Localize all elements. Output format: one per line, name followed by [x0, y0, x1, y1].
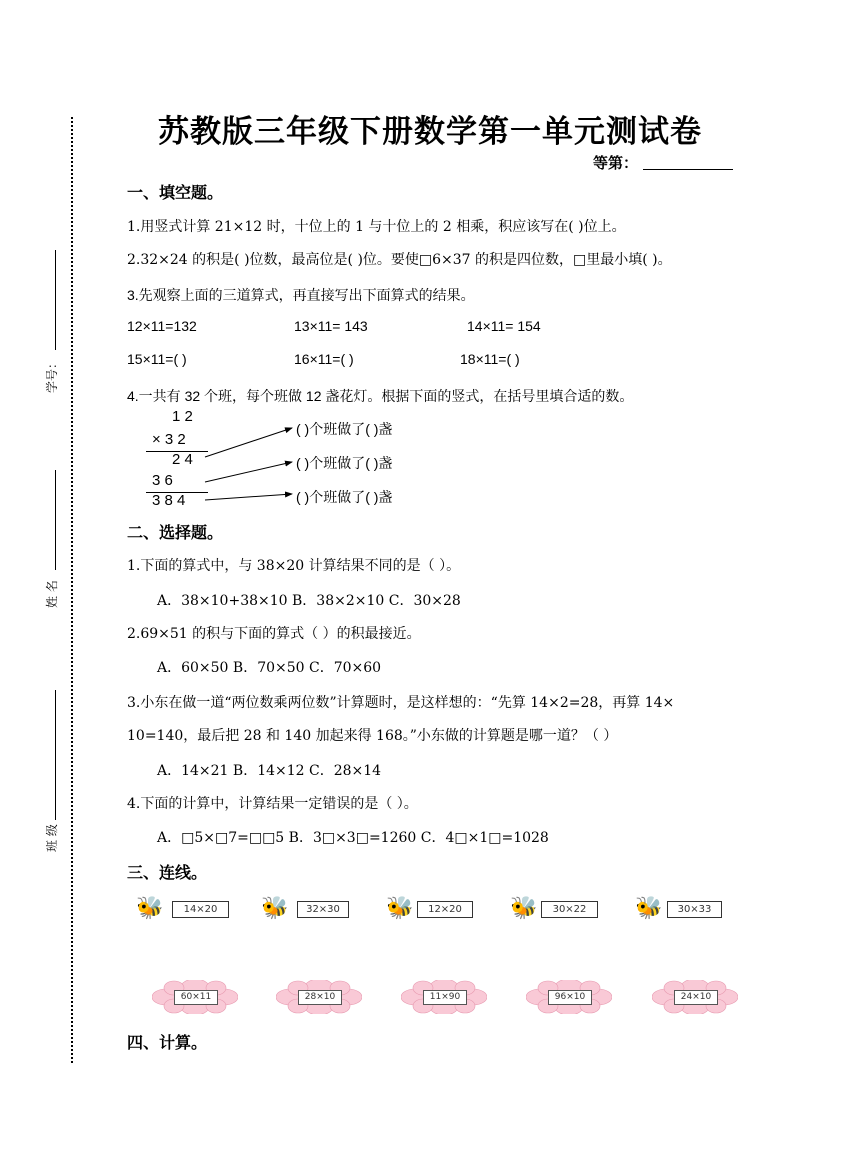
match-top-5[interactable]: 30×33 [667, 901, 722, 918]
bee-icon: 🐝 [386, 896, 414, 921]
student-no-line [55, 250, 56, 350]
grade-label: 等第： [593, 154, 639, 172]
flower-icon[interactable] [401, 980, 487, 1014]
answer-line-1: ( )个班做了( )盏 [296, 421, 393, 437]
flower-icon[interactable] [152, 980, 238, 1014]
choice-question-1: 1.下面的算式中，与 38×20 计算结果不同的是（ ）。 [127, 558, 461, 574]
name-line [55, 470, 56, 570]
answer-line-3: ( )个班做了( )盏 [296, 489, 393, 505]
section-fill-heading: 一、填空题。 [127, 183, 224, 202]
equation-18x11: 18×11=( ) [460, 351, 520, 367]
student-no-label: 学号： [45, 356, 59, 393]
page-title: 苏教版三年级下册数学第一单元测试卷 [158, 114, 702, 150]
binding-dotted-line [71, 117, 73, 1063]
match-bottom-5: 24×10 [674, 990, 718, 1005]
vertical-row-1: 1 2 [172, 408, 193, 425]
bee-icon: 🐝 [510, 896, 538, 921]
class-label: 班 级 [45, 824, 59, 852]
fill-question-1: 1.用竖式计算 21×12 时，十位上的 1 与十位上的 2 相乘，积应该写在( )位上。 [127, 219, 626, 235]
match-bottom-2: 28×10 [298, 990, 342, 1005]
choice-options-2: A．60×50 B．70×50 C．70×60 [157, 660, 382, 676]
bee-icon: 🐝 [635, 896, 663, 921]
section-calc-heading: 四、计算。 [127, 1033, 208, 1052]
equation-13x11: 13×11= 143 [294, 318, 368, 334]
vertical-row-5: 3 8 4 [152, 492, 186, 509]
choice-question-3-line-2: 10=140，最后把 28 和 140 加起来得 168。”小东做的计算题是哪一道？（ ） [127, 728, 618, 744]
choice-options-3: A．14×21 B．14×12 C．28×14 [157, 763, 382, 779]
choice-question-4: 4.下面的计算中，计算结果一定错误的是（ ）。 [127, 796, 418, 812]
flower-icon[interactable] [526, 980, 612, 1014]
name-label: 姓 名 [45, 580, 59, 608]
fill-question-2: 2.32×24 的积是( )位数，最高位是( )位。要使□6×37 的积是四位数，□里最小填( )。 [127, 252, 672, 268]
grade-blank [643, 169, 733, 170]
match-bottom-1: 60×11 [174, 990, 218, 1005]
match-bottom-4: 96×10 [548, 990, 592, 1005]
vertical-row-3: 2 4 [172, 451, 193, 468]
equation-12x11: 12×11=132 [127, 318, 197, 334]
bee-icon: 🐝 [136, 896, 164, 921]
equation-14x11: 14×11= 154 [467, 318, 541, 334]
bee-icon: 🐝 [261, 896, 289, 921]
match-bottom-3: 11×90 [423, 990, 467, 1005]
section-matching-heading: 三、连线。 [127, 863, 208, 882]
match-top-3[interactable]: 12×20 [417, 901, 473, 918]
answer-line-2: ( )个班做了( )盏 [296, 455, 393, 471]
equation-16x11: 16×11=( ) [294, 351, 354, 367]
fill-question-3: 3.先观察上面的三道算式，再直接写出下面算式的结果。 [127, 287, 475, 303]
flower-icon[interactable] [652, 980, 738, 1014]
match-top-2[interactable]: 32×30 [297, 901, 349, 918]
equation-15x11: 15×11=( ) [127, 351, 187, 367]
vertical-row-4: 3 6 [152, 472, 173, 489]
choice-question-2: 2.69×51 的积与下面的算式（ ）的积最接近。 [127, 626, 421, 642]
vertical-arrows [200, 420, 300, 510]
choice-question-3-line-1: 3.小东在做一道“两位数乘两位数”计算题时，是这样想的：“先算 14×2=28，再算 14× [127, 695, 675, 711]
choice-options-1: A．38×10+38×10 B．38×2×10 C．30×28 [157, 593, 461, 609]
match-top-1[interactable]: 14×20 [172, 901, 229, 918]
class-line [55, 690, 56, 820]
section-choice-heading: 二、选择题。 [127, 523, 224, 542]
fill-question-4: 4.一共有 32 个班，每个班做 12 盏花灯。根据下面的竖式，在括号里填合适的数。 [127, 388, 634, 404]
vertical-row-2: × 3 2 [152, 431, 186, 448]
match-top-4[interactable]: 30×22 [541, 901, 598, 918]
flower-icon[interactable] [276, 980, 362, 1014]
choice-options-4: A．□5×□7=□□5 B．3□×3□=1260 C．4□×1□=1028 [157, 830, 549, 846]
